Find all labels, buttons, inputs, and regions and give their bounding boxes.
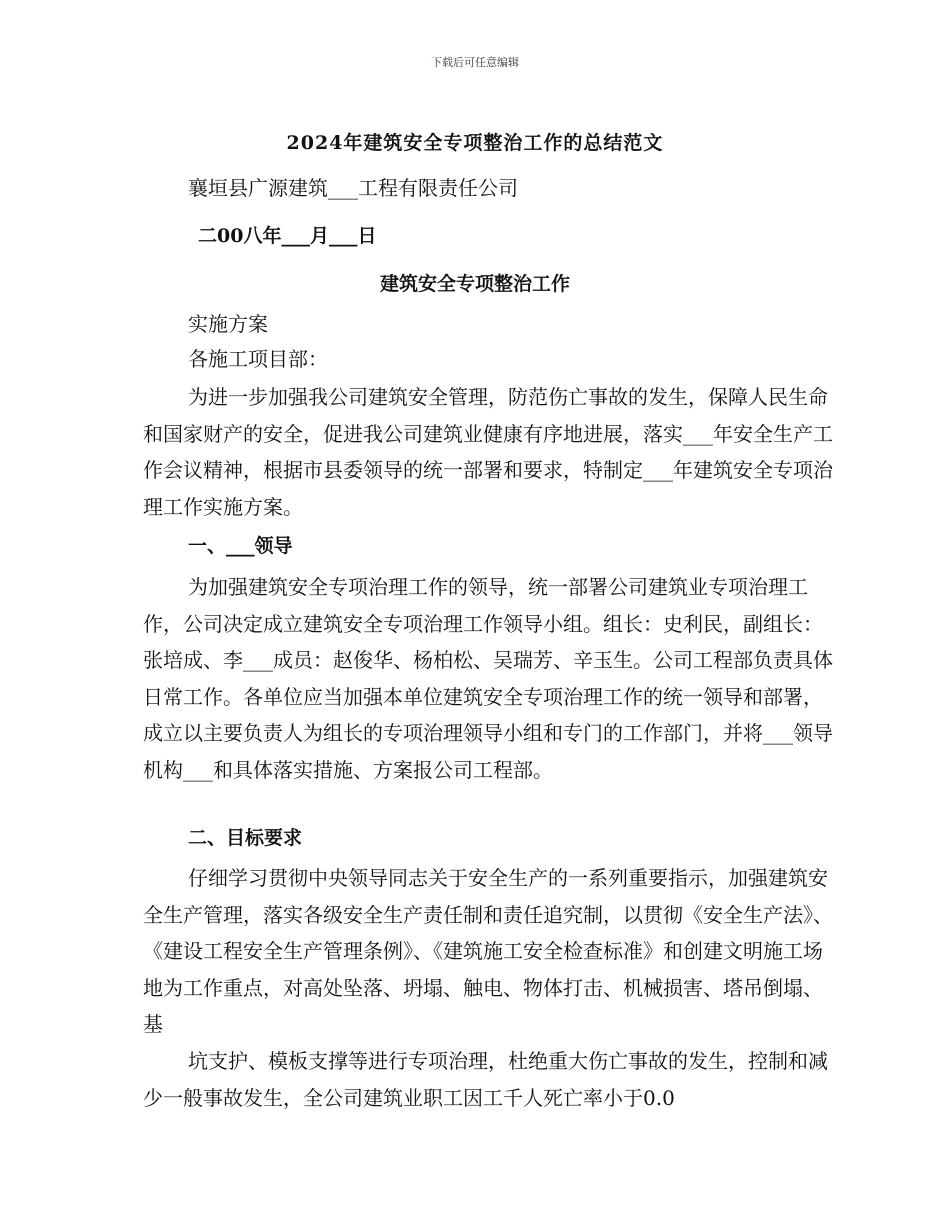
document-date: 二00八年___月___日 xyxy=(198,225,377,247)
heading-targets: 二、目标要求 xyxy=(188,827,303,849)
paragraph-leadership: 为加强建筑安全专项治理工作的领导，统一部署公司建筑业专项治理工作，公司决定成立建筑安全专项治理工作领导小组。组长：史利民，副组长：张培成、李___成员：赵俊华、杨柏松、吴瑞芳、辛玉生。公司工程部负责具体日常工作。各单位应当加强本单位建筑安全专项治理工作的统一领导和部署，成立以主要负责人为组长的专项治理领导小组和专门的工作部门，并将___领导机构___和具体落实措施、方案报公司工程部。 xyxy=(143,575,833,782)
paragraph-targets: 仔细学习贯彻中央领导同志关于安全生产的一系列重要指示，加强建筑安全生产管理，落实各级安全生产责任制和责任追究制，以贯彻《安全生产法》、《建设工程安全生产管理条例》、《建筑施工安全检查标准》和创建文明施工场地为工作重点，对高处坠落、坍塌、触电、物体打击、机械损害、塔吊倒塌、基 xyxy=(143,866,833,1036)
paragraph-targets-continued: 坑支护、模板支撑等进行专项治理，杜绝重大伤亡事故的发生，控制和减少一般事故发生，全公司建筑业职工因工千人死亡率小于0.0 xyxy=(143,1049,828,1110)
company-name: 襄垣县广源建筑___工程有限责任公司 xyxy=(188,176,518,200)
plan-label: 实施方案 xyxy=(188,312,268,336)
heading-leadership: 一、___领导 xyxy=(188,535,293,557)
paragraph-intro: 为进一步加强我公司建筑安全管理，防范伤亡事故的发生，保障人民生命和国家财产的安全，促进我公司建筑业健康有序地进展，落实___年安全生产工作会议精神，根据市县委领导的统一部署和要求，特制定___年建筑安全专项治理工作实施方案。 xyxy=(143,385,833,519)
document-title: 2024年建筑安全专项整治工作的总结范文 xyxy=(286,132,664,154)
header-note: 下载后可任意编辑 xyxy=(431,56,519,69)
recipient-line: 各施工项目部： xyxy=(188,347,328,371)
section-title: 建筑安全专项整治工作 xyxy=(379,273,570,295)
